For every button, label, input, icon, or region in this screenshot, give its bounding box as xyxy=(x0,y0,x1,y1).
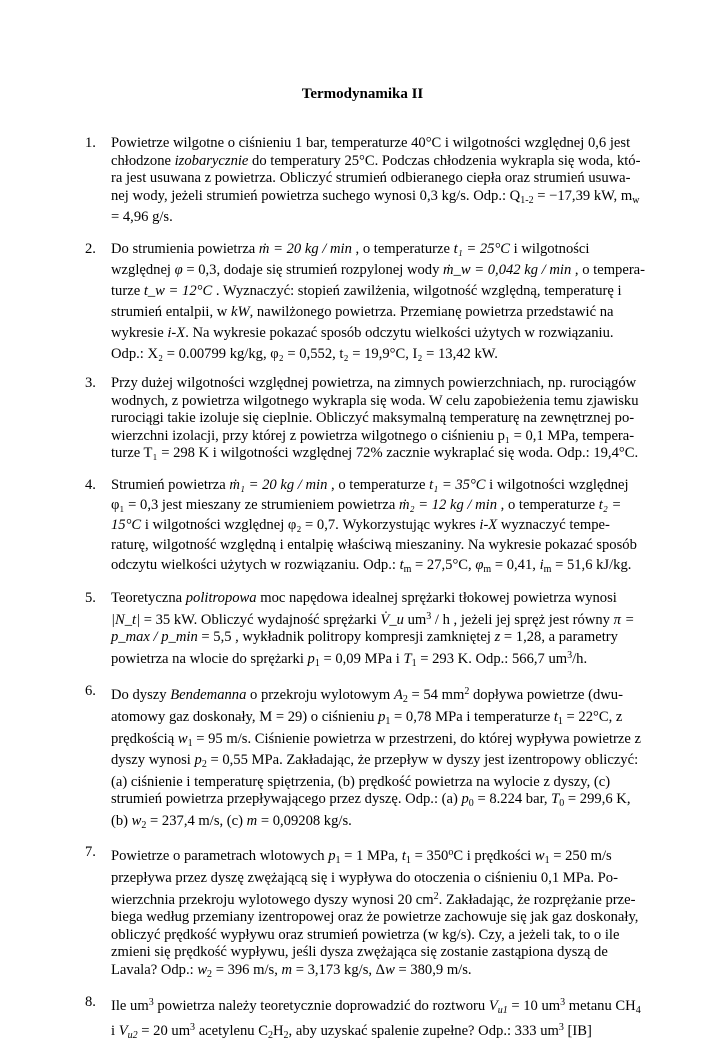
problem-item xyxy=(85,239,645,365)
page-title: Termodynamika II xyxy=(301,86,424,102)
problem-text: Przy dużej wilgotności względnej powietrza, na zimnych powierzchniach, np. rurociągów wodnych, z powietrza wilgotnego wykrapla się woda. W celu zapobieżenia temu zjawisku rurociągi takie izoluje się cieplnie. Obliczyć maksymalną temperaturę na zewnętrznej po-wierzchni izolacji, przy której z powietrza wilgotnego o ciśnieniu p₁ = 0,1 MPa, tempera-turze T₁ = 298 K i wilgotności względnej 72% zacznie wykraplać się woda. Odp.: 19,4°C. xyxy=(111,374,639,462)
formula: V̇_u xyxy=(380,611,404,628)
formula: ṁ₂ = 12 kg / min xyxy=(399,496,498,513)
problem-text: Do dyszy Bendemanna o przekroju wylotowym $A_2 = 54$ $mm^2$ dopływa powietrze (dwu-atomowy gaz doskonały, M = 29) o ciśnieniu $p_1 = 0,78$ MPa i temperaturze $t_1 = 22^\circ C$, z prędkością $w_1 = 95$ m/s. Ciśnienie powietrza w przestrzeni, do której wypływa powietrze z dyszy wynosi $p_2 = 0,55$ MPa. Zakładając, że przepływ w dyszy jest izentropowy obliczyć: (a) ciśnienie i temperaturę spiętrzenia, (b) prędkość powietrza na wylocie z dyszy, (c) strumień powietrza przepływającego przez dyszę. Odp.: (a) $p_0 = 8.224$ bar, $T_0 = 299,6$ K, (b) $w_2 = 237,4$ m/s, (c) m = 0,09208 kg/s. xyxy=(111,686,641,831)
problem-item xyxy=(85,994,645,1045)
formula: t₁ = 35°C xyxy=(429,476,486,493)
formula: t_w = 12°C xyxy=(143,282,213,299)
problem-item xyxy=(85,683,645,834)
problem-number: 8. xyxy=(85,993,96,1010)
formula: |N_t| xyxy=(111,611,141,628)
formula: π = p_max / p_min xyxy=(111,611,635,646)
problem-number: 4. xyxy=(85,476,96,493)
formula: φ xyxy=(174,261,183,278)
problem-list xyxy=(85,135,645,1045)
problem-text: Do strumienia powietrza ṁ = 20 kg / min , o temperaturze t₁ = 25°C i wilgotności względnej φ = 0,3, dodaje się strumień rozpylonej wody ṁ_w = 0,042 kg / min , o tempera-turze t_w = 12°C . Wyznaczyć: stopień zawilżenia, wilgotność względną, temperaturę i strumień entalpii, w kW, nawilżonego powietrza. Przemianę powietrza przedstawić na wykresie i-X. Na wykresie pokazać sposób odczytu wielkości użytych w rozwiązaniu. Odp.: X₂ = 0.00799 kg/kg, φ₂ = 0,552, t₂ = 19,9°C, I₂ = 13,42 kW. xyxy=(111,240,646,362)
problem-item xyxy=(85,590,645,672)
problem-item xyxy=(85,135,645,227)
formula: t₂ = 15°C xyxy=(111,496,622,533)
formula: ṁ₁ = 20 kg / min xyxy=(229,476,328,493)
problem-item xyxy=(85,844,645,983)
problem-item xyxy=(85,475,645,580)
formula: t₁ = 25°C xyxy=(453,240,511,257)
formula: ṁ = 20 kg / min xyxy=(258,240,352,257)
problem-text: Powietrze wilgotne o ciśnieniu 1 bar, temperaturze 40°C i wilgotności względnej 0,6 jest chłodzone izobarycznie do temperatury 25°C. Podczas chłodzenia wykrapla się woda, któ-ra jest usuwana z powietrza. Obliczyć strumień odbieranego ciepła oraz strumień usuwa-nej wody, jeżeli strumień powietrza suchego wynosi 0,3 kg/s. Odp.: $Q_{1-2} = -17,39$ kW, $m_w = 4,96$ g/s. xyxy=(111,135,641,226)
problem-number: 1. xyxy=(85,135,96,151)
problem-number: 7. xyxy=(85,844,96,861)
problem-text: Powietrze o parametrach wlotowych $p_1 = 1$ MPa, $t_1 = 350^oC$ i prędkości $w_1 = 250$ m/s przepływa przez dyszę zwężającą się i wypływa do otoczenia o ciśnieniu 0,1 MPa. Po-wierzchnia przekroju wylotowego dyszy wynosi 20 $cm^2$. Zakładając, że rozprężanie prze-biega według przemiany izentropowej oraz że powietrze zachowuje się jak gaz doskonały, obliczyć prędkość wypływu oraz strumień powietrza (w kg/s). Czy, a jeżeli tak, to o ile zmieni się prędkość wypływu, jeśli dysza zwężająca się zostanie zastąpiona dyszą de Lavala? Odp.: $w_2 = 396$ m/s, m = 3,173 kg/s, Δw = 380,9 m/s. xyxy=(111,847,639,981)
problem-number: 5. xyxy=(85,589,96,606)
problem-number: 3. xyxy=(85,374,96,391)
problem-item xyxy=(85,375,645,463)
problem-text: Strumień powietrza ṁ₁ = 20 kg / min , o temperaturze t₁ = 35°C i wilgotności względnej φ₁ = 0,3 jest mieszany ze strumieniem powietrza ṁ₂ = 12 kg / min , o temperaturze t₂ = 15°C i wilgotności względnej φ₂ = 0,7. Wykorzystując wykres i-X wyznaczyć tempe-raturę, wilgotność względną i entalpię właściwą mieszaniny. Na wykresie pokazać sposób odczytu wielkości użytych w rozwiązaniu. Odp.: $t_m = 27,5^\circ C$, $\varphi_m = 0,41$, $i_m = 51,6$ kJ/kg. xyxy=(111,476,637,575)
problem-text: Teoretyczna politropowa moc napędowa idealnej sprężarki tłokowej powietrza wynosi |N_t| = 35 kW. Obliczyć wydajność sprężarki V̇_u $um^3$ / h , jeżeli jej spręż jest równy π = p_max / p_min = 5,5 , wykładnik politropy kompresji zamkniętej z = 1,28, a parametry powietrza na wlocie do sprężarki $p_1 = 0,09$ MPa i $T_1 = 293$ K. Odp.: 566,7 $um^3/h$. xyxy=(111,589,635,669)
formula: ṁ_w = 0,042 kg / min xyxy=(443,261,572,278)
problem-number: 6. xyxy=(85,683,96,700)
problem-text: Ile $um^3$ powietrza należy teoretycznie doprowadzić do roztworu $V_{u1} = 10$ $um^3$ metanu $CH_4$ i $V_{u2} = 20$ $um^3$ acetylenu $C_2H_2$, aby uzyskać spalenie zupełne? Odp.: 333 $um^3$ [IB] xyxy=(111,996,641,1042)
problem-number: 2. xyxy=(85,240,96,257)
